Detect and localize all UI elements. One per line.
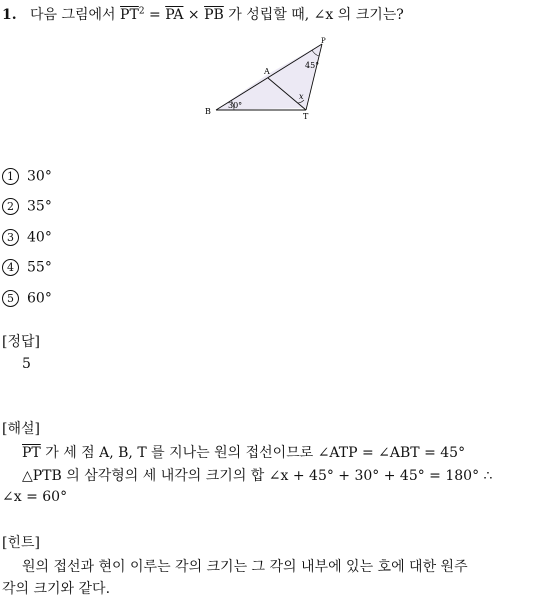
label-t: T (303, 112, 309, 121)
question-text-prefix: 다음 그림에서 (29, 7, 116, 23)
segment-pb: $\overline{PB}$ (204, 7, 224, 23)
triangle-figure (200, 36, 340, 126)
explanation-line-2: △PTB 의 삼각형의 세 내각의 크기의 합 ∠x + 45° + 30° + 45° = 180° ∴ (22, 468, 493, 484)
choice-5[interactable] (2, 290, 52, 307)
segment-pa: $\overline{PA}$ (165, 7, 184, 23)
choice-2[interactable] (2, 198, 52, 215)
label-b: B (205, 107, 211, 116)
label-a: A (264, 67, 270, 76)
angle-label-b: 30° (228, 101, 243, 110)
hint-line-2: 각의 크기와 같다. (2, 581, 111, 597)
choice-number-5: 5 (2, 290, 19, 307)
hint-line-1: 원의 접선과 현이 이루는 각의 크기는 그 각의 내부에 있는 호에 대한 원주 (22, 559, 468, 575)
choice-3[interactable] (2, 229, 52, 246)
choice-text-3: 40° (27, 229, 52, 246)
choice-text-5: 60° (27, 290, 52, 307)
label-p: P (321, 37, 326, 45)
choice-1[interactable] (2, 168, 52, 185)
question-number: 1. (2, 7, 17, 23)
choice-text-2: 35° (27, 198, 52, 215)
choice-number-2: 2 (2, 198, 19, 215)
explanation-line-1 (22, 442, 465, 462)
times-sign: × (187, 7, 200, 23)
answer-value: 5 (22, 356, 31, 372)
explanation-line-3: ∠x = 60° (2, 489, 68, 505)
angle-label-p: 45° (305, 61, 320, 70)
choice-text-1: 30° (27, 168, 52, 185)
choice-text-4: 55° (27, 259, 52, 276)
choice-number-4: 4 (2, 259, 19, 276)
explanation-heading: [해설] (2, 421, 40, 437)
exponent: 2 (138, 6, 145, 17)
equals-sign: = (149, 7, 161, 23)
angle-label-x: x (299, 92, 304, 101)
answer-heading: [정답] (2, 334, 40, 350)
choice-number-1: 1 (2, 168, 19, 185)
hint-heading: [힌트] (2, 535, 40, 551)
explanation-line-1-text: 가 세 점 A, B, T 를 지나는 원의 접선이므로 ∠ATP = ∠ABT = 45° (40, 445, 466, 461)
question-text-suffix: 가 성립할 때, ∠x 의 크기는? (228, 7, 404, 23)
explanation-segment-pt: $\overline{PT}$ (22, 445, 41, 461)
segment-pt: $\overline{PT}$ (120, 7, 139, 23)
choice-4[interactable] (2, 259, 52, 276)
question-line (2, 4, 404, 24)
choice-number-3: 3 (2, 229, 19, 246)
